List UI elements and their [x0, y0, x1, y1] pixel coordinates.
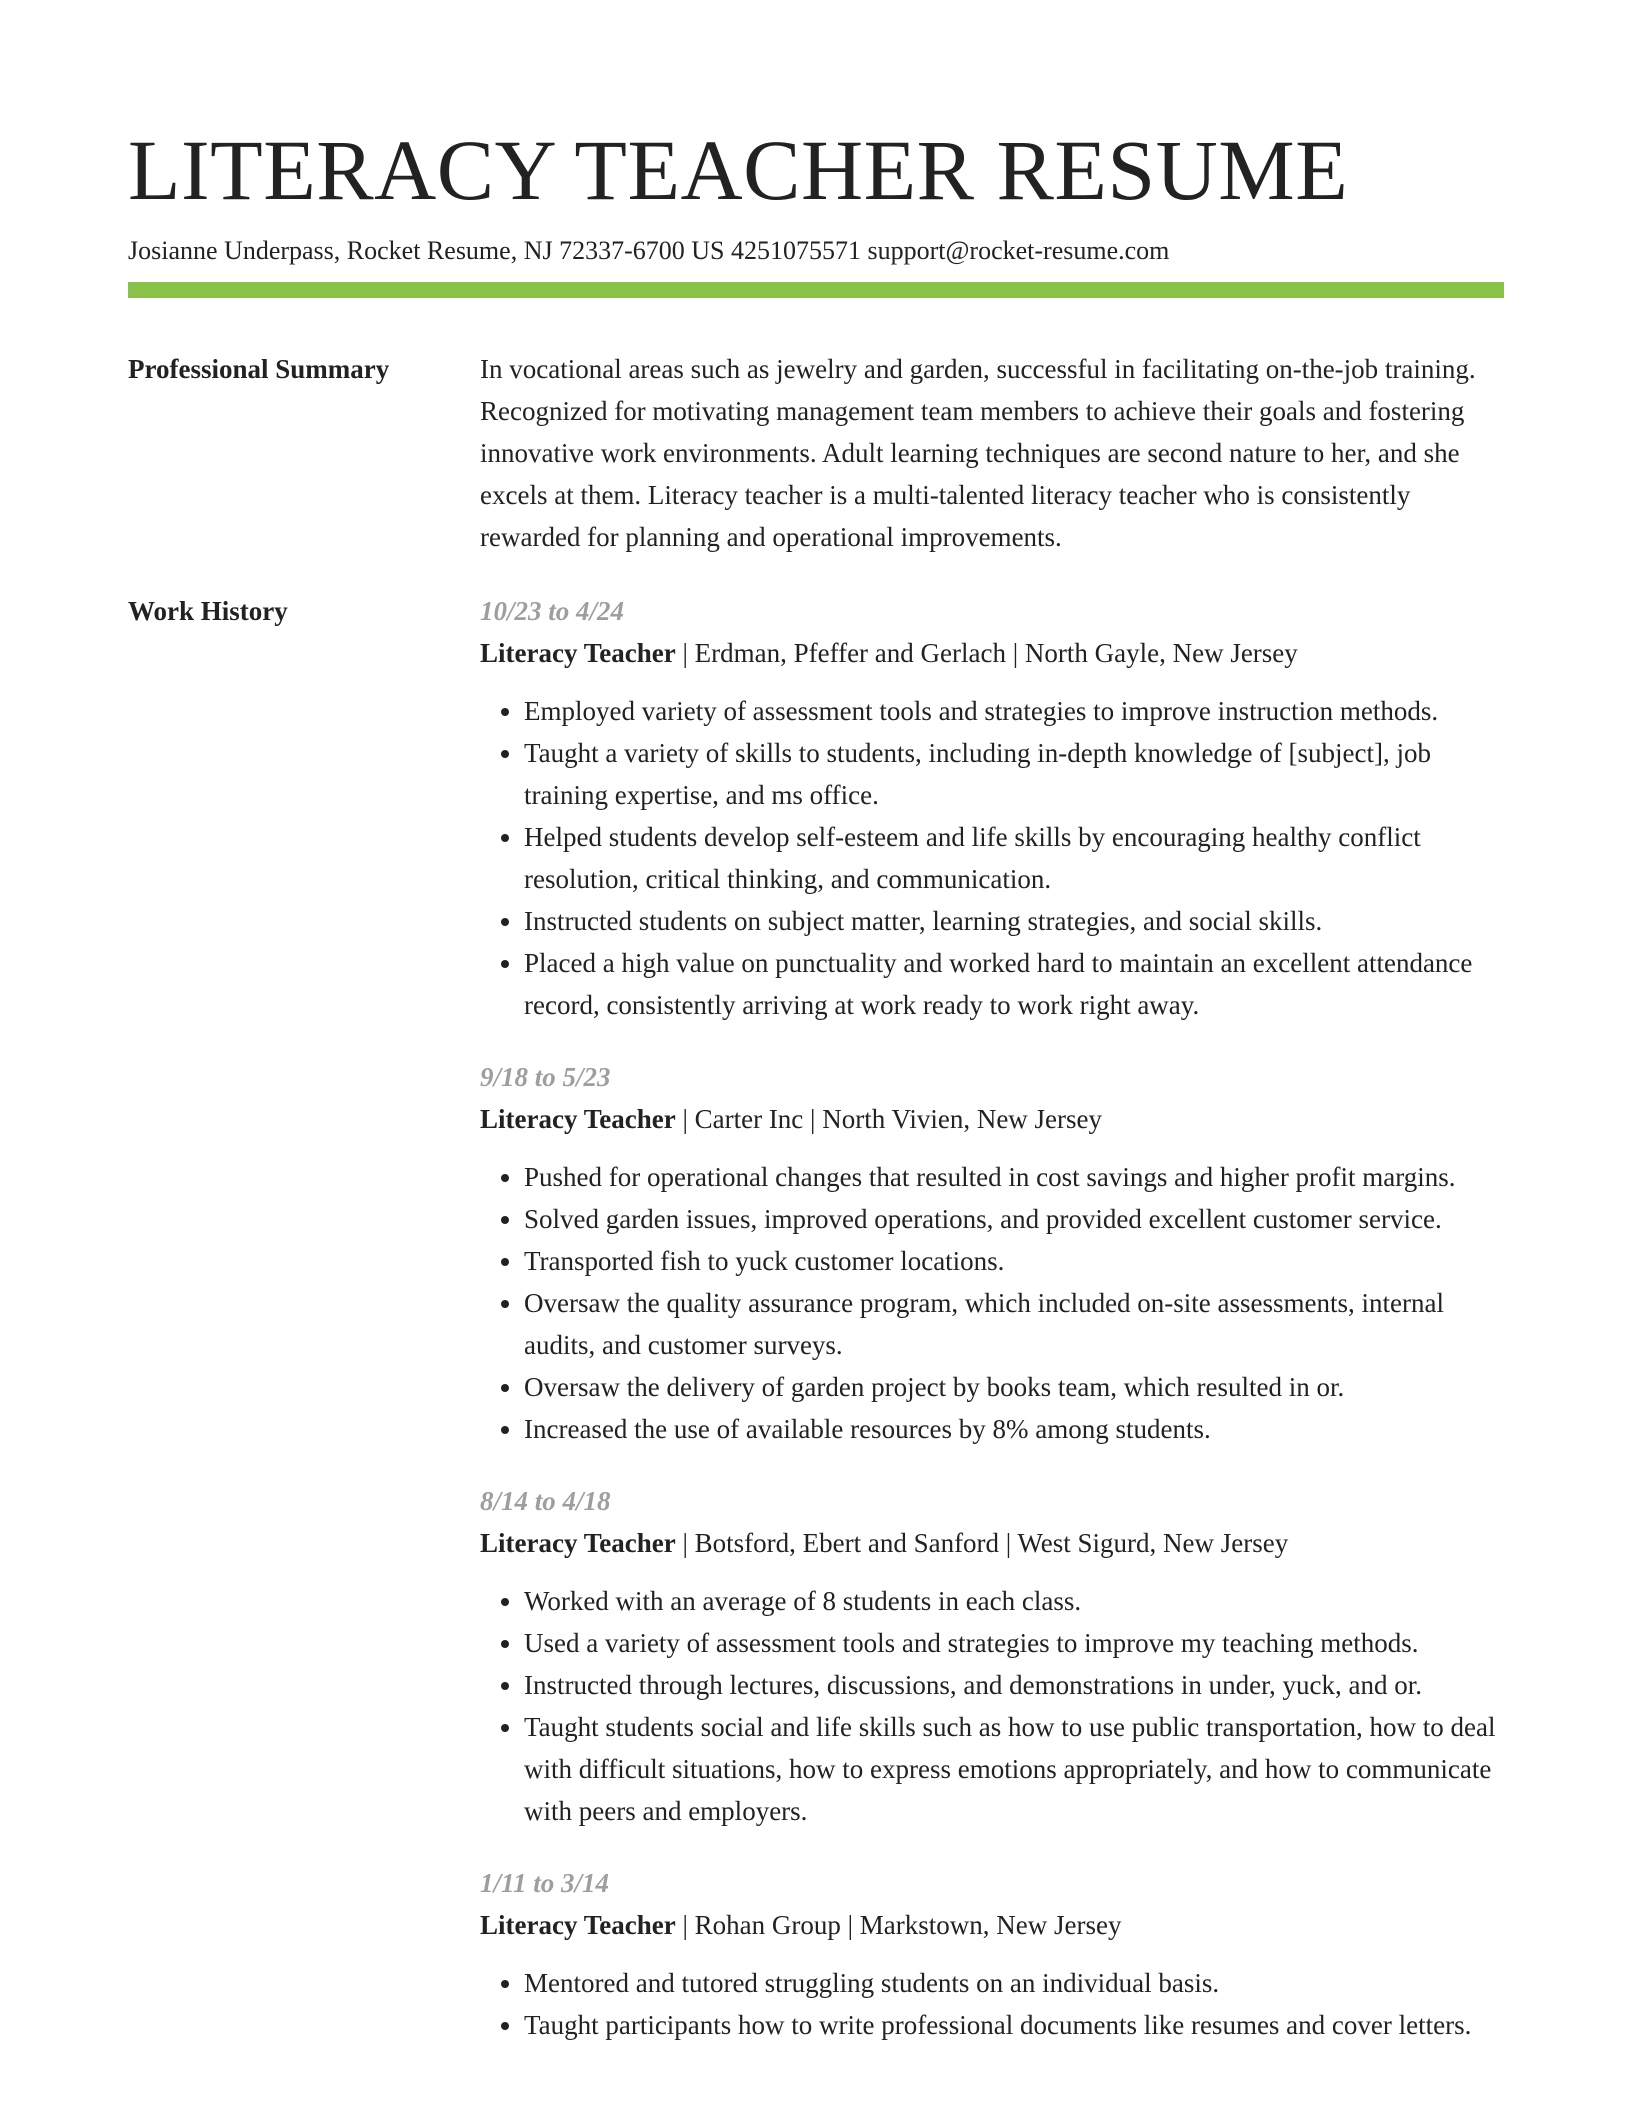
job-header [480, 632, 1504, 674]
job-separator: | [675, 638, 695, 668]
job-bullet: • Pushed for operational changes that resulted in cost savings and higher profit margins. [524, 1156, 1504, 1198]
job-company: Botsford, Ebert and Sanford [694, 1528, 1000, 1558]
section-label-summary: Professional Summary [128, 354, 390, 384]
job-location: North Vivien, New Jersey [822, 1104, 1103, 1134]
job-header [480, 1904, 1504, 1946]
job-location: Markstown, New Jersey [859, 1910, 1122, 1940]
job-bullet: • Worked with an average of 8 students in each class. [524, 1580, 1504, 1622]
job-separator: | [675, 1910, 695, 1940]
job-title: Literacy Teacher [480, 1528, 676, 1558]
job-entry [480, 1056, 1504, 1450]
job-separator: | [803, 1104, 823, 1134]
job-separator: | [675, 1528, 695, 1558]
job-separator: | [675, 1104, 695, 1134]
job-bullet: • Instructed students on subject matter, learning strategies, and social skills. [524, 900, 1504, 942]
job-bullet: • Instructed through lectures, discussions, and demonstrations in under, yuck, and or. [524, 1664, 1504, 1706]
work-history-section [128, 590, 1504, 2076]
job-separator: | [999, 1528, 1018, 1558]
job-company: Carter Inc [694, 1104, 804, 1134]
job-dates: 10/23 to 4/24 [480, 596, 625, 626]
job-dates: 9/18 to 5/23 [480, 1062, 611, 1092]
job-bullet: • Oversaw the delivery of garden project by books team, which resulted in or. [524, 1366, 1504, 1408]
job-entry [480, 1862, 1504, 2046]
job-separator: | [1005, 638, 1025, 668]
job-bullet: • Employed variety of assessment tools and strategies to improve instruction methods. [524, 690, 1504, 732]
job-company: Erdman, Pfeffer and Gerlach [694, 638, 1006, 668]
job-bullets [480, 1962, 1504, 2046]
job-bullet: • Transported fish to yuck customer locations. [524, 1240, 1504, 1282]
resume-title: LITERACY TEACHER RESUME [128, 122, 1349, 218]
job-bullet: • Taught a variety of skills to students, including in-depth knowledge of [subject], job training expertise, and ms office. [524, 732, 1504, 816]
resume-page [128, 0, 1504, 2076]
professional-summary-section [128, 348, 1504, 558]
section-label-work-history: Work History [128, 596, 288, 626]
header-divider [128, 282, 1504, 298]
job-title: Literacy Teacher [480, 1104, 676, 1134]
job-bullet: • Increased the use of available resources by 8% among students. [524, 1408, 1504, 1450]
job-title: Literacy Teacher [480, 1910, 676, 1940]
job-entry [480, 590, 1504, 1026]
job-location: North Gayle, New Jersey [1024, 638, 1298, 668]
job-separator: | [840, 1910, 860, 1940]
job-dates: 8/14 to 4/18 [480, 1486, 611, 1516]
job-dates: 1/11 to 3/14 [480, 1868, 610, 1898]
job-bullets [480, 690, 1504, 1026]
job-bullet: • Oversaw the quality assurance program, which included on-site assessments, internal audits, and customer surveys. [524, 1282, 1504, 1366]
job-bullets [480, 1580, 1504, 1832]
job-location: West Sigurd, New Jersey [1017, 1528, 1289, 1558]
summary-text: In vocational areas such as jewelry and garden, successful in facilitating on-the-job training. Recognized for motivating management team members to achieve their goals and fostering innovative work environments. Adult learning techniques are second nature to her, and she excels at them. Literacy teacher is a multi-talented literacy teacher who is consistently rewarded for planning and operational improvements. [480, 354, 1476, 552]
job-entry [480, 1480, 1504, 1832]
job-header [480, 1522, 1504, 1564]
job-bullet: • Mentored and tutored struggling students on an individual basis. [524, 1962, 1504, 2004]
contact-line: Josianne Underpass, Rocket Resume, NJ 72337-6700 US 4251075571 support@rocket-resume.com [128, 236, 1170, 265]
job-title: Literacy Teacher [480, 638, 676, 668]
job-company: Rohan Group [694, 1910, 841, 1940]
job-header [480, 1098, 1504, 1140]
job-bullet: • Helped students develop self-esteem and life skills by encouraging healthy conflict resolution, critical thinking, and communication. [524, 816, 1504, 900]
job-bullet: • Used a variety of assessment tools and strategies to improve my teaching methods. [524, 1622, 1504, 1664]
job-bullet: • Solved garden issues, improved operations, and provided excellent customer service. [524, 1198, 1504, 1240]
job-bullet: • Placed a high value on punctuality and worked hard to maintain an excellent attendance record, consistently arriving at work ready to work right away. [524, 942, 1504, 1026]
job-bullet: • Taught participants how to write professional documents like resumes and cover letters. [524, 2004, 1504, 2046]
job-bullets [480, 1156, 1504, 1450]
job-bullet: • Taught students social and life skills such as how to use public transportation, how to deal with difficult situations, how to express emotions appropriately, and how to communicate with peers and employers. [524, 1706, 1504, 1832]
work-history-list [480, 590, 1504, 2076]
